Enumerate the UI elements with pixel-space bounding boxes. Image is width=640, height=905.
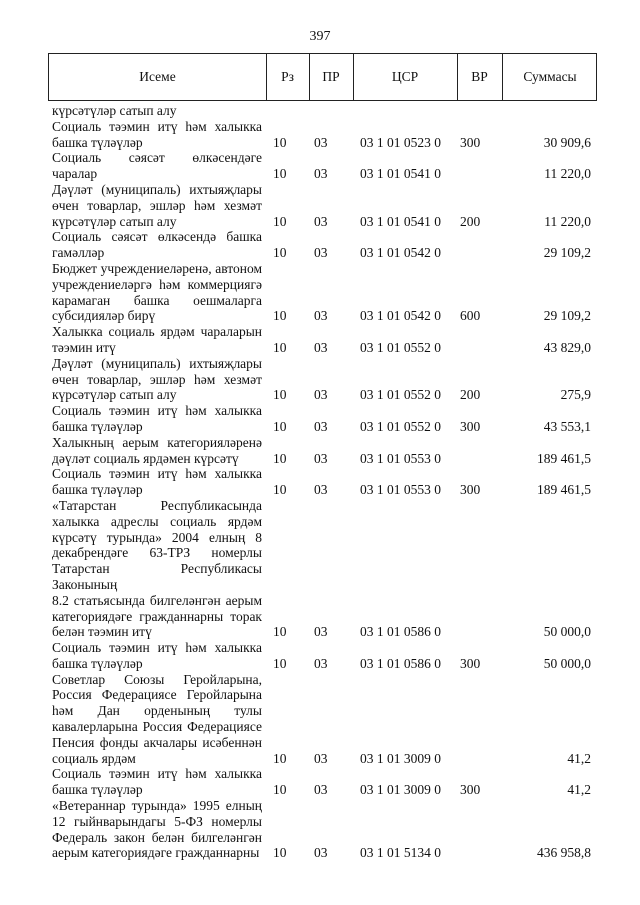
row-name-line: башка түләүләр [52, 418, 143, 434]
table-row [48, 261, 597, 324]
cell-csr: 03 1 01 0553 0 [360, 482, 441, 498]
row-name [48, 466, 262, 498]
row-name-line: 12 гыйнварындагы 5-ФЗ номерлы [52, 813, 262, 829]
row-name-line: һәм Дан орденының тулы [52, 703, 262, 719]
row-name [48, 435, 262, 467]
cell-pr: 03 [314, 245, 328, 261]
table-header [48, 53, 597, 101]
cell-sum: 11 220,0 [544, 213, 591, 229]
cell-sum: 41,2 [567, 782, 591, 798]
cell-rz: 10 [273, 245, 287, 261]
cell-csr: 03 1 01 0552 0 [360, 418, 441, 434]
cell-rz: 10 [273, 339, 287, 355]
cell-csr: 03 1 01 0552 0 [360, 339, 441, 355]
row-name-line: күрсәтүләр сатып алу [52, 213, 177, 229]
table-row [48, 672, 597, 767]
row-name-line: өчен товарлар, эшләр һәм хезмәт [52, 371, 262, 387]
table-row [48, 119, 597, 151]
row-name [48, 229, 262, 261]
cell-vr: 200 [460, 213, 481, 229]
cell-pr: 03 [314, 213, 328, 229]
cell-sum: 189 461,5 [537, 450, 591, 466]
row-name-line: Татарстан Республикасы Законының [52, 561, 262, 592]
row-name [48, 403, 262, 435]
cell-csr: 03 1 01 0542 0 [360, 245, 441, 261]
row-name-line: башка түләүләр [52, 482, 143, 498]
cell-rz: 10 [273, 655, 287, 671]
cell-csr: 03 1 01 0586 0 [360, 624, 441, 640]
row-name-line: карамаган башка оешмаларга [52, 292, 262, 308]
cell-rz: 10 [273, 750, 287, 766]
row-name-line: кавалерларына Россия Федерациясе [52, 719, 262, 735]
cell-rz: 10 [273, 450, 287, 466]
cell-sum: 41,2 [567, 750, 591, 766]
cell-vr: 600 [460, 308, 481, 324]
cell-csr: 03 1 01 3009 0 [360, 750, 441, 766]
cell-rz: 10 [273, 308, 287, 324]
row-name [48, 498, 262, 640]
cell-csr: 03 1 01 0542 0 [360, 308, 441, 324]
table-row [48, 150, 597, 182]
row-name [48, 182, 262, 229]
table-row [48, 498, 597, 640]
row-name-line: «Татарстан Республикасында [52, 497, 262, 513]
cell-pr: 03 [314, 655, 328, 671]
cell-pr: 03 [314, 166, 328, 182]
row-name-line: халыкка адреслы социаль ярдәм [52, 513, 262, 529]
table-row [48, 103, 597, 119]
row-name-line: Халыкка социаль ярдәм чараларын [52, 324, 262, 340]
cell-rz: 10 [273, 624, 287, 640]
row-name-line: дәүләт социаль ярдәмен күрсәтү [52, 450, 239, 466]
cell-sum: 50 000,0 [543, 655, 591, 671]
cell-pr: 03 [314, 482, 328, 498]
row-name-line: Бюджет учреждениеләренә, автоном [52, 260, 262, 276]
row-name-line: белән тәэмин итү [52, 624, 152, 640]
cell-pr: 03 [314, 624, 328, 640]
row-name-line: Социаль тәэмин итү һәм халыкка [52, 640, 262, 656]
cell-sum: 50 000,0 [543, 624, 591, 640]
row-name [48, 766, 262, 798]
cell-sum: 11 220,0 [544, 166, 591, 182]
row-name-line: Дәүләт (муниципаль) ихтыяҗлары [52, 181, 262, 197]
table-row [48, 435, 597, 467]
cell-pr: 03 [314, 339, 328, 355]
cell-pr: 03 [314, 418, 328, 434]
row-name [48, 672, 262, 767]
cell-rz: 10 [273, 782, 287, 798]
cell-rz: 10 [273, 482, 287, 498]
row-name [48, 103, 262, 119]
cell-vr: 300 [460, 418, 481, 434]
cell-sum: 275,9 [560, 387, 591, 403]
row-name-line: субсидияләр бирү [52, 308, 156, 324]
table-row [48, 229, 597, 261]
row-name-line: 8.2 статьясында билгеләнгән аерым [52, 592, 262, 608]
row-name-line: күрсәтүләр сатып алу [52, 103, 177, 118]
row-name-line: башка түләүләр [52, 134, 143, 150]
row-name [48, 324, 262, 356]
row-name-line: социаль ярдәм [52, 750, 136, 766]
row-name-line: категориядәге гражданнарны торак [52, 608, 262, 624]
header-rz: Рз [281, 69, 294, 84]
row-name-line: өчен товарлар, эшләр һәм хезмәт [52, 197, 262, 213]
header-sum: Суммасы [523, 69, 577, 84]
row-name-line: Дәүләт (муниципаль) ихтыяҗлары [52, 355, 262, 371]
cell-rz: 10 [273, 166, 287, 182]
header-csr: ЦСР [391, 69, 419, 84]
cell-rz: 10 [273, 387, 287, 403]
table-row [48, 182, 597, 229]
cell-sum: 29 109,2 [543, 245, 591, 261]
row-name-line: Социаль тәэмин итү һәм халыкка [52, 403, 262, 419]
cell-rz: 10 [273, 845, 287, 861]
cell-vr: 300 [460, 134, 481, 150]
table-row [48, 766, 597, 798]
cell-csr: 03 1 01 3009 0 [360, 782, 441, 798]
header-pr: ПР [322, 69, 340, 84]
row-name-line: Социаль сәясәт өлкәсендә башка [52, 229, 262, 245]
row-name-line: Федераль закон белән билгеләнгән [52, 829, 262, 845]
cell-pr: 03 [314, 782, 328, 798]
row-name-line: декабрендәге 63-ТРЗ номерлы [52, 545, 262, 561]
table-row [48, 356, 597, 403]
row-name-line: аерым категориядәге гражданнарны [52, 845, 260, 861]
cell-vr: 200 [460, 387, 481, 403]
cell-pr: 03 [314, 134, 328, 150]
cell-csr: 03 1 01 0586 0 [360, 655, 441, 671]
cell-vr: 300 [460, 482, 481, 498]
table-row [48, 466, 597, 498]
cell-pr: 03 [314, 308, 328, 324]
row-name-line: Россия Федерациясе Геройларына [52, 687, 262, 703]
table-row [48, 798, 597, 861]
row-name-line: Пенсия фонды акчалары исәбеннән [52, 734, 262, 750]
cell-vr: 300 [460, 655, 481, 671]
cell-sum: 30 909,6 [543, 134, 591, 150]
row-name [48, 356, 262, 403]
cell-sum: 29 109,2 [543, 308, 591, 324]
table-body [48, 103, 597, 861]
page-number: 397 [309, 29, 331, 44]
row-name-line: Социаль тәэмин итү һәм халыкка [52, 766, 262, 782]
row-name-line: Халыкның аерым категорияләренә [52, 434, 262, 450]
row-name-line: башка түләүләр [52, 782, 143, 798]
cell-sum: 43 829,0 [543, 339, 591, 355]
cell-csr: 03 1 01 5134 0 [360, 845, 441, 861]
cell-pr: 03 [314, 750, 328, 766]
cell-rz: 10 [273, 418, 287, 434]
cell-vr: 300 [460, 782, 481, 798]
cell-csr: 03 1 01 0541 0 [360, 166, 441, 182]
header-vr: ВР [471, 69, 488, 84]
cell-csr: 03 1 01 0523 0 [360, 134, 441, 150]
cell-pr: 03 [314, 450, 328, 466]
row-name [48, 150, 262, 182]
cell-sum: 189 461,5 [537, 482, 591, 498]
cell-csr: 03 1 01 0541 0 [360, 213, 441, 229]
row-name [48, 119, 262, 151]
table-row [48, 640, 597, 672]
table-row [48, 324, 597, 356]
cell-rz: 10 [273, 213, 287, 229]
row-name-line: «Ветераннар турында» 1995 елның [52, 798, 262, 814]
row-name-line: гамәлләр [52, 245, 105, 261]
table-row [48, 403, 597, 435]
row-name-line: Социаль тәэмин итү һәм халыкка [52, 118, 262, 134]
cell-rz: 10 [273, 134, 287, 150]
cell-pr: 03 [314, 387, 328, 403]
row-name-line: күрсәтүләр сатып алу [52, 387, 177, 403]
row-name-line: Социаль сәясәт өлкәсендәге чаралар [52, 150, 262, 182]
cell-csr: 03 1 01 0552 0 [360, 387, 441, 403]
row-name-line: башка түләүләр [52, 655, 143, 671]
row-name-line: учреждениеләргә һәм коммерциягә [52, 276, 262, 292]
row-name [48, 798, 262, 861]
cell-sum: 43 553,1 [543, 418, 591, 434]
cell-pr: 03 [314, 845, 328, 861]
cell-csr: 03 1 01 0553 0 [360, 450, 441, 466]
row-name-line: Советлар Союзы Геройларына, [52, 671, 262, 687]
cell-sum: 436 958,8 [537, 845, 591, 861]
row-name-line: күрсәтү турында» 2004 елның 8 [52, 529, 262, 545]
row-name [48, 261, 262, 324]
header-name: Исеме [139, 69, 176, 84]
row-name-line: тәэмин итү [52, 339, 116, 355]
row-name [48, 640, 262, 672]
row-name-line: Социаль тәэмин итү һәм халыкка [52, 466, 262, 482]
